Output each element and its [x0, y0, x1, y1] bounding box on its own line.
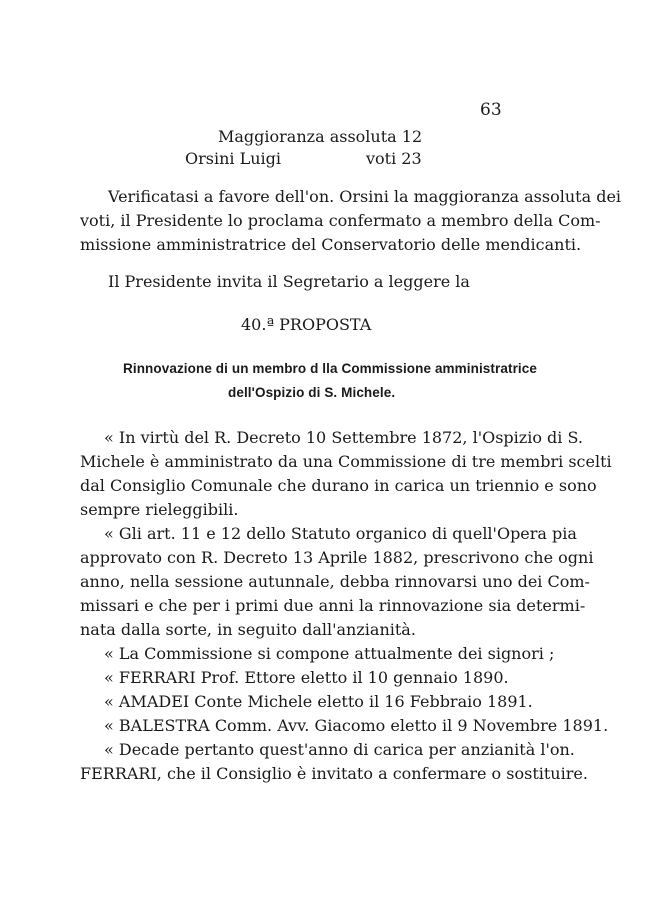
candidate-votes: voti 23	[366, 149, 422, 168]
body-p2-line4: missari e che per i primi due anni la rinnovazione sia determi-	[80, 596, 586, 615]
majority-line: Maggioranza assoluta 12	[218, 127, 423, 146]
body-p1-line4: sempre rieleggibili.	[80, 500, 239, 519]
body-p2-line5: nata dalla sorte, in seguito dall'anzianità.	[80, 620, 416, 639]
body-p2-line2: approvato con R. Decreto 13 Aprile 1882, prescrivono che ogni	[80, 548, 594, 567]
proposal-title: 40.ª PROPOSTA	[241, 315, 372, 334]
body-p1-line3: dal Consiglio Comunale che durano in carica un triennio e sono	[80, 476, 597, 495]
proposal-subtitle-line2: dell'Ospizio di S. Michele.	[228, 385, 396, 400]
candidate-name: Orsini Luigi	[185, 149, 282, 168]
proposal-subtitle-line1: Rinnovazione di un membro d lla Commissione amministratrice	[123, 361, 537, 376]
body-p1-line1: « In virtù del R. Decreto 10 Settembre 1872, l'Ospizio di S.	[104, 428, 583, 447]
body-p4-line2: FERRARI, che il Consiglio è invitato a confermare o sostituire.	[80, 764, 588, 783]
para1-line2: voti, il Presidente lo proclama confermato a membro della Com-	[80, 211, 601, 230]
page-number: 63	[480, 100, 502, 120]
body-p2-line3: anno, nella sessione autunnale, debba rinnovarsi uno dei Com-	[80, 572, 590, 591]
para1-line3: missione amministratrice del Conservatorio delle mendicanti.	[80, 235, 582, 254]
invite-line: Il Presidente invita il Segretario a leggere la	[108, 272, 470, 291]
member-amadei: « AMADEI Conte Michele eletto il 16 Febbraio 1891.	[104, 692, 533, 711]
body-p4-line1: « Decade pertanto quest'anno di carica per anzianità l'on.	[104, 740, 575, 759]
member-balestra: « BALESTRA Comm. Avv. Giacomo eletto il 9 Novembre 1891.	[104, 716, 609, 735]
body-p1-line2: Michele è amministrato da una Commissione di tre membri scelti	[80, 452, 612, 471]
para1-line1: Verificatasi a favore dell'on. Orsini la maggioranza assoluta dei	[108, 187, 622, 206]
body-p2-line1: « Gli art. 11 e 12 dello Statuto organico di quell'Opera pia	[104, 524, 577, 543]
member-ferrari: « FERRARI Prof. Ettore eletto il 10 gennaio 1890.	[104, 668, 509, 687]
body-p3-line: « La Commissione si compone attualmente dei signori ;	[104, 644, 555, 663]
